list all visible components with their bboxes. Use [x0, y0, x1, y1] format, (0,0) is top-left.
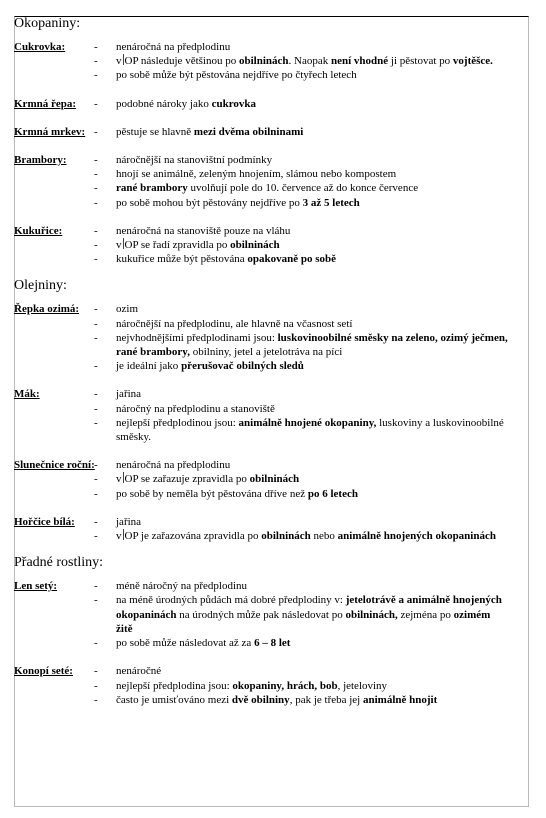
text-run: nenáročná na předplodinu — [116, 41, 231, 53]
text-run: v — [116, 55, 122, 68]
text-run: , pak je třeba jej — [289, 693, 363, 706]
crop-entry — [14, 40, 529, 83]
list-item — [94, 224, 529, 238]
crop-notes — [94, 302, 529, 373]
list-item — [94, 302, 529, 316]
list-item — [94, 402, 529, 416]
emphasis-text: rané brambory — [116, 182, 188, 195]
emphasis-text: obilninách — [249, 473, 300, 486]
list-item-text — [116, 664, 529, 678]
list-item-text — [116, 331, 529, 359]
crop-label: Krmná mrkev: — [14, 125, 86, 138]
crop-entry — [14, 153, 529, 210]
list-item-text — [116, 302, 529, 316]
crop-entry — [14, 458, 529, 501]
list-item-text — [116, 40, 529, 54]
dash-bullet: - — [94, 97, 98, 110]
dash-bullet: - — [94, 594, 98, 607]
text-cursor-mark — [123, 54, 124, 65]
list-item — [94, 167, 529, 181]
text-run: po sobě by neměla být pěstována dříve než — [116, 487, 308, 500]
text-run: podobné nároky jako — [116, 97, 212, 110]
list-item-text — [116, 693, 529, 707]
list-item — [94, 40, 529, 54]
text-run: po sobě může následovat až za — [116, 637, 255, 650]
emphasis-text: dvě obilniny — [231, 693, 290, 706]
emphasis-text: animálně hnojené okopaniny, — [238, 416, 377, 429]
list-item-text — [116, 593, 529, 636]
text-run: náročný na předplodinu a stanoviště — [116, 402, 275, 415]
list-item — [94, 181, 529, 195]
crop-entry — [14, 125, 529, 139]
dash-bullet: - — [94, 239, 98, 252]
crop-notes — [94, 458, 529, 501]
list-item-text — [116, 196, 529, 210]
dash-bullet: - — [94, 637, 98, 650]
crop-notes — [94, 387, 529, 444]
crop-label: Krmná řepa: — [14, 97, 77, 110]
crop-notes — [94, 125, 529, 139]
emphasis-text: jetelotrávě a animálně hnojených okopaninách — [116, 594, 502, 621]
list-item-text — [116, 125, 529, 139]
dash-bullet: - — [94, 515, 98, 528]
emphasis-text: obilninách — [230, 239, 280, 252]
crop-label: Konopí seté: — [14, 665, 73, 678]
dash-bullet: - — [94, 402, 98, 415]
list-item-text — [116, 167, 529, 181]
list-item-text — [116, 487, 529, 501]
list-item-text — [116, 679, 529, 693]
list-item-text — [116, 224, 529, 238]
crop-label: Mák: — [14, 388, 40, 401]
emphasis-text: 3 až 5 letech — [302, 196, 360, 209]
dash-bullet: - — [94, 580, 98, 593]
text-cursor-mark — [123, 472, 124, 483]
text-run: nenáročné — [116, 665, 162, 678]
dash-bullet: - — [94, 360, 98, 373]
crop-label: Len setý: — [14, 580, 58, 593]
list-item-text — [116, 97, 529, 111]
list-item — [94, 68, 529, 82]
emphasis-text: vojtěšce. — [452, 55, 493, 68]
list-item-text — [116, 153, 529, 167]
list-item — [94, 125, 529, 139]
text-run: kukuřice může být pěstována — [116, 253, 248, 266]
text-run: nebo — [310, 530, 338, 543]
text-run: OP je zařazována zpravidla po — [124, 530, 262, 543]
emphasis-text: 6 – 8 let — [254, 637, 291, 650]
crop-entry — [14, 664, 529, 707]
dash-bullet: - — [94, 693, 98, 706]
list-item-text — [116, 472, 529, 486]
list-item-text — [116, 317, 529, 331]
dash-bullet: - — [94, 679, 98, 692]
dash-bullet: - — [94, 487, 98, 500]
text-run: často je umisťováno mezi — [116, 693, 232, 706]
text-run: náročnější na předplodinu, ale hlavně na včasnost setí — [116, 317, 353, 330]
dash-bullet: - — [94, 55, 98, 68]
list-item — [94, 317, 529, 331]
text-run: uvolňují pole do 10. července až do konce července — [187, 182, 419, 195]
text-run: pěstuje se hlavně — [116, 125, 194, 138]
list-item — [94, 252, 529, 266]
dash-bullet: - — [94, 665, 98, 678]
list-item-text — [116, 252, 529, 266]
text-run: v — [116, 239, 122, 252]
text-run: náročnější na stanovištní podmínky — [116, 154, 273, 167]
text-run: je ideální jako — [116, 360, 182, 373]
text-run: ozim — [116, 303, 138, 316]
crop-label: Brambory: — [14, 154, 67, 167]
crop-label: Kukuřice: — [14, 224, 63, 237]
emphasis-text: obilninách — [261, 530, 311, 543]
emphasis-text: po 6 letech — [307, 487, 358, 500]
list-item — [94, 679, 529, 693]
list-item-text — [116, 181, 529, 195]
list-item — [94, 359, 529, 373]
crop-notes — [94, 579, 529, 650]
emphasis-text: ozimém žitě — [116, 608, 491, 635]
list-item-text — [116, 636, 529, 650]
text-run: jařina — [116, 388, 142, 401]
text-run: hnojí se animálně, zeleným hnojením, slámou nebo kompostem — [116, 168, 397, 181]
text-run: méně náročný na předplodinu — [116, 580, 248, 593]
emphasis-text: animálně hnojit — [363, 693, 438, 706]
text-run: nejlepší předplodina jsou: — [116, 679, 233, 692]
text-run: na méně úrodných půdách má dobré předplodiny v: — [116, 594, 346, 607]
text-run: nenáročná na stanoviště pouze na vláhu — [116, 224, 291, 237]
crop-notes — [94, 97, 529, 111]
emphasis-text: mezi dvěma obilninami — [193, 125, 304, 138]
list-item — [94, 487, 529, 501]
dash-bullet: - — [94, 125, 98, 138]
crop-label: Hořčice bílá: — [14, 515, 75, 528]
dash-bullet: - — [94, 196, 98, 209]
section-title: Přadné rostliny: — [14, 555, 104, 571]
list-item — [94, 238, 529, 252]
list-item — [94, 196, 529, 210]
crop-entry — [14, 97, 529, 111]
dash-bullet: - — [94, 303, 98, 316]
list-item-text — [116, 579, 529, 593]
text-run: po sobě může být pěstována nejdříve po čtyřech letech — [116, 69, 357, 82]
crop-label: Řepka ozimá: — [14, 303, 80, 316]
dash-bullet: - — [94, 459, 98, 472]
dash-bullet: - — [94, 69, 98, 82]
text-cursor-mark — [123, 238, 124, 249]
list-item — [94, 54, 529, 68]
text-run: obilniny, jetel a jetelotráva na píci — [189, 346, 343, 359]
text-run: na úrodných může pak následovat po — [176, 608, 346, 621]
crop-label: Slunečnice roční: — [14, 459, 95, 472]
section-title: Olejniny: — [14, 278, 67, 294]
list-item — [94, 515, 529, 529]
list-item-text — [116, 529, 529, 543]
text-run: OP se řadí zpravidla po — [124, 239, 231, 252]
crop-notes — [94, 664, 529, 707]
crop-entry — [14, 579, 529, 650]
dash-bullet: - — [94, 224, 98, 237]
dash-bullet: - — [94, 473, 98, 486]
crop-notes — [94, 40, 529, 83]
section-title: Okopaniny: — [14, 16, 81, 31]
emphasis-text: animálně hnojených okopaninách — [337, 530, 496, 543]
emphasis-text: není vhodné — [330, 55, 389, 68]
text-run: OP se zařazuje zpravidla po — [124, 473, 250, 486]
text-cursor-mark — [123, 529, 124, 540]
text-run: po sobě mohou být pěstovány nejdříve po — [116, 196, 303, 209]
crop-entry — [14, 515, 529, 543]
list-item-text — [116, 359, 529, 373]
crop-entry — [14, 302, 529, 373]
list-item — [94, 693, 529, 707]
emphasis-text: obilninách, — [345, 608, 398, 621]
emphasis-text: luskovinoobilné směsky na zeleno, ozimý ječmen, rané brambory, — [116, 331, 508, 359]
list-item — [94, 636, 529, 650]
dash-bullet: - — [94, 168, 98, 181]
list-item — [94, 97, 529, 111]
list-item — [94, 387, 529, 401]
text-run: nenáročná na předplodinu — [116, 459, 231, 472]
list-item-text — [116, 387, 529, 401]
crop-entry — [14, 387, 529, 444]
emphasis-text: přerušovač obilných sledů — [181, 360, 304, 373]
emphasis-text: opakovaně po sobě — [247, 253, 336, 266]
dash-bullet: - — [94, 317, 98, 330]
list-item — [94, 579, 529, 593]
list-item — [94, 472, 529, 486]
list-item — [94, 153, 529, 167]
text-run: nejvhodnějšími předplodinami jsou: — [116, 331, 278, 344]
crop-notes — [94, 515, 529, 543]
dash-bullet: - — [94, 154, 98, 167]
text-run: OP následuje většinou po — [124, 55, 239, 68]
text-run: jařina — [116, 515, 142, 528]
dash-bullet: - — [94, 416, 98, 429]
list-item-text — [116, 238, 529, 252]
crop-notes — [94, 224, 529, 267]
dash-bullet: - — [94, 182, 98, 195]
text-run: v — [116, 530, 122, 543]
emphasis-text: obilninách — [238, 55, 289, 68]
emphasis-text: okopaniny, hrách, bob — [232, 679, 338, 692]
dash-bullet: - — [94, 253, 98, 266]
list-item — [94, 593, 529, 636]
text-run: , jeteloviny — [337, 679, 388, 692]
text-run: v — [116, 473, 122, 486]
list-item — [94, 458, 529, 472]
text-run: . Naopak — [288, 55, 331, 68]
document-content — [14, 14, 529, 707]
dash-bullet: - — [94, 41, 98, 53]
list-item — [94, 664, 529, 678]
list-item-text — [116, 402, 529, 416]
text-run: ji pěstovat po — [388, 55, 453, 68]
list-item — [94, 529, 529, 543]
list-item — [94, 416, 529, 444]
crop-notes — [94, 153, 529, 210]
emphasis-text: cukrovka — [211, 97, 257, 110]
list-item-text — [116, 515, 529, 529]
list-item-text — [116, 458, 529, 472]
dash-bullet: - — [94, 530, 98, 543]
text-run: luskoviny a luskovinoobilné směsky. — [116, 416, 504, 444]
crop-label: Cukrovka: — [14, 41, 66, 53]
crop-entry — [14, 224, 529, 267]
dash-bullet: - — [94, 388, 98, 401]
list-item-text — [116, 416, 529, 444]
text-run: nejlepší předplodinou jsou: — [116, 416, 239, 429]
dash-bullet: - — [94, 331, 98, 344]
list-item — [94, 331, 529, 359]
list-item-text — [116, 54, 529, 68]
text-run: zejména po — [397, 608, 454, 621]
list-item-text — [116, 68, 529, 82]
